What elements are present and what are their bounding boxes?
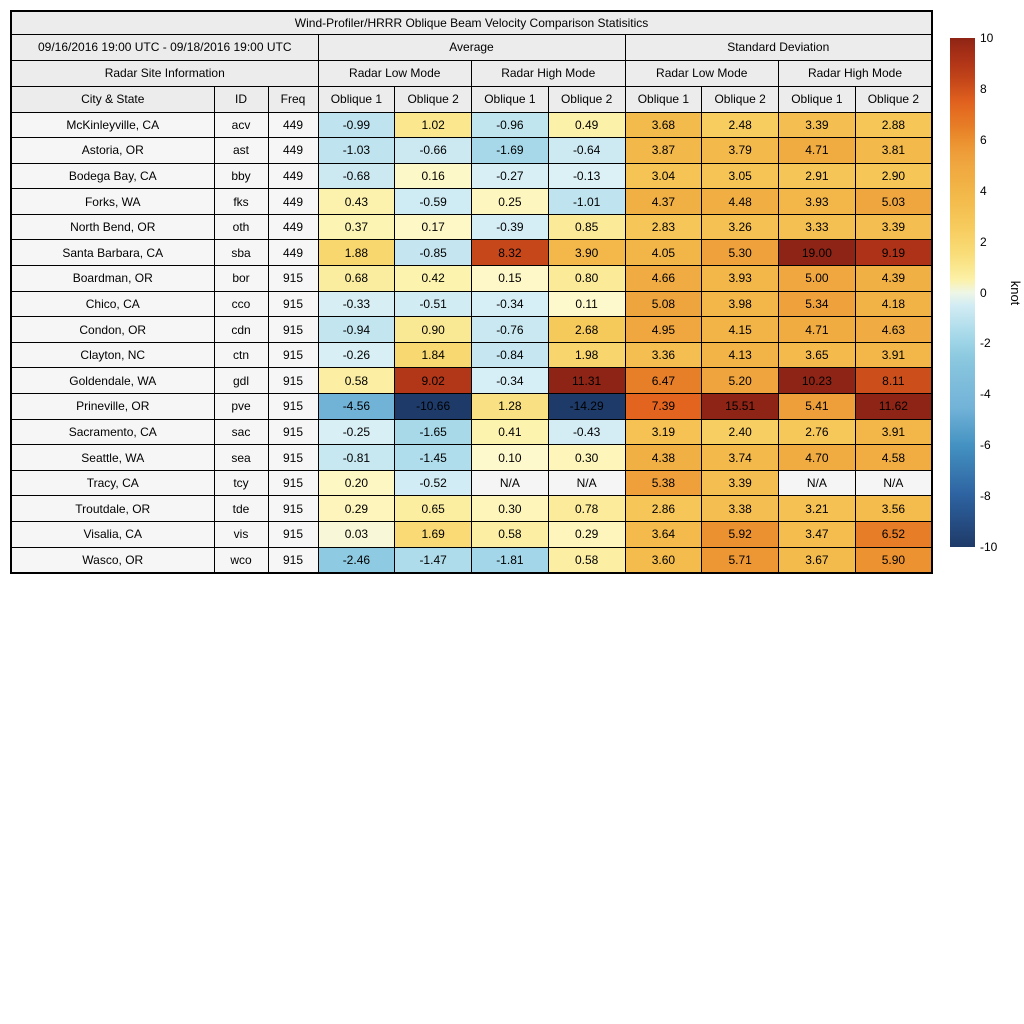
value-cell: 3.93 — [702, 266, 779, 292]
value-cell: 3.47 — [779, 522, 856, 548]
city-cell: Condon, OR — [11, 317, 214, 343]
id-cell: bor — [214, 266, 268, 292]
value-cell: -0.39 — [472, 214, 549, 240]
value-cell: 3.26 — [702, 214, 779, 240]
value-cell: 4.95 — [625, 317, 702, 343]
value-cell: 4.15 — [702, 317, 779, 343]
value-cell: 2.48 — [702, 112, 779, 138]
value-cell: 4.13 — [702, 342, 779, 368]
id-cell: ast — [214, 138, 268, 164]
freq-cell: 915 — [268, 470, 318, 496]
value-cell: 0.41 — [472, 419, 549, 445]
col-header-id: ID — [214, 86, 268, 112]
value-cell: -1.69 — [472, 138, 549, 164]
value-cell: 0.25 — [472, 189, 549, 215]
city-cell: Santa Barbara, CA — [11, 240, 214, 266]
value-cell: 3.36 — [625, 342, 702, 368]
city-cell: Wasco, OR — [11, 547, 214, 573]
id-cell: bby — [214, 163, 268, 189]
value-cell: N/A — [779, 470, 856, 496]
stddev-group-header: Standard Deviation — [625, 34, 932, 60]
value-cell: 4.71 — [779, 317, 856, 343]
value-cell: 0.16 — [395, 163, 472, 189]
city-cell: Tracy, CA — [11, 470, 214, 496]
id-cell: gdl — [214, 368, 268, 394]
value-cell: 3.93 — [779, 189, 856, 215]
colorbar-unit-label: knot — [1008, 280, 1023, 305]
value-cell: 0.17 — [395, 214, 472, 240]
value-cell: 0.80 — [548, 266, 625, 292]
mode-header-std-high: Radar High Mode — [779, 60, 933, 86]
city-cell: Troutdale, OR — [11, 496, 214, 522]
value-cell: 0.29 — [318, 496, 395, 522]
value-cell: -0.99 — [318, 112, 395, 138]
title-row — [11, 11, 932, 34]
colorbar-tick-label: -2 — [980, 336, 991, 351]
col-header-oblique: Oblique 2 — [855, 86, 932, 112]
value-cell: 2.91 — [779, 163, 856, 189]
table-row — [11, 368, 932, 394]
value-cell: 0.85 — [548, 214, 625, 240]
value-cell: 2.90 — [855, 163, 932, 189]
col-header-oblique: Oblique 2 — [395, 86, 472, 112]
value-cell: 15.51 — [702, 394, 779, 420]
value-cell: N/A — [855, 470, 932, 496]
value-cell: -1.47 — [395, 547, 472, 573]
value-cell: 0.11 — [548, 291, 625, 317]
value-cell: 0.49 — [548, 112, 625, 138]
value-cell: -1.03 — [318, 138, 395, 164]
value-cell: 5.03 — [855, 189, 932, 215]
table-title: Wind-Profiler/HRRR Oblique Beam Velocity Comparison Statisitics — [11, 11, 932, 34]
table-row — [11, 163, 932, 189]
value-cell: -0.64 — [548, 138, 625, 164]
value-cell: 5.71 — [702, 547, 779, 573]
value-cell: 2.86 — [625, 496, 702, 522]
value-cell: 11.31 — [548, 368, 625, 394]
table-row — [11, 189, 932, 215]
value-cell: 1.88 — [318, 240, 395, 266]
value-cell: 0.42 — [395, 266, 472, 292]
value-cell: -0.52 — [395, 470, 472, 496]
value-cell: 3.68 — [625, 112, 702, 138]
value-cell: 1.98 — [548, 342, 625, 368]
city-cell: Seattle, WA — [11, 445, 214, 471]
city-cell: Forks, WA — [11, 189, 214, 215]
col-header-oblique: Oblique 2 — [702, 86, 779, 112]
value-cell: 4.38 — [625, 445, 702, 471]
value-cell: N/A — [472, 470, 549, 496]
column-header-row — [11, 86, 932, 112]
date-range: 09/16/2016 19:00 UTC - 09/18/2016 19:00 UTC — [11, 34, 318, 60]
value-cell: 3.19 — [625, 419, 702, 445]
value-cell: -0.25 — [318, 419, 395, 445]
value-cell: 4.70 — [779, 445, 856, 471]
col-header-oblique: Oblique 1 — [625, 86, 702, 112]
value-cell: -4.56 — [318, 394, 395, 420]
freq-cell: 915 — [268, 266, 318, 292]
colorbar-tick-label: 10 — [980, 31, 994, 45]
value-cell: 11.62 — [855, 394, 932, 420]
value-cell: -1.81 — [472, 547, 549, 573]
table-row — [11, 496, 932, 522]
value-cell: 5.00 — [779, 266, 856, 292]
value-cell: -0.81 — [318, 445, 395, 471]
value-cell: 0.68 — [318, 266, 395, 292]
id-cell: cdn — [214, 317, 268, 343]
city-cell: Chico, CA — [11, 291, 214, 317]
value-cell: 3.64 — [625, 522, 702, 548]
value-cell: 6.52 — [855, 522, 932, 548]
city-cell: Boardman, OR — [11, 266, 214, 292]
table-row — [11, 291, 932, 317]
value-cell: 5.34 — [779, 291, 856, 317]
id-cell: tde — [214, 496, 268, 522]
id-cell: tcy — [214, 470, 268, 496]
id-cell: oth — [214, 214, 268, 240]
value-cell: 3.91 — [855, 419, 932, 445]
colorbar-tick-label: 0 — [980, 285, 987, 300]
value-cell: 5.41 — [779, 394, 856, 420]
value-cell: 0.58 — [472, 522, 549, 548]
value-cell: 5.90 — [855, 547, 932, 573]
value-cell: 2.88 — [855, 112, 932, 138]
value-cell: 3.91 — [855, 342, 932, 368]
freq-cell: 915 — [268, 445, 318, 471]
value-cell: N/A — [548, 470, 625, 496]
table-row — [11, 112, 932, 138]
value-cell: 1.28 — [472, 394, 549, 420]
table-row — [11, 317, 932, 343]
city-cell: Sacramento, CA — [11, 419, 214, 445]
table-row — [11, 419, 932, 445]
table-row — [11, 547, 932, 573]
table-row — [11, 394, 932, 420]
value-cell: -0.26 — [318, 342, 395, 368]
col-header-oblique: Oblique 1 — [318, 86, 395, 112]
id-cell: sba — [214, 240, 268, 266]
value-cell: 0.10 — [472, 445, 549, 471]
value-cell: -14.29 — [548, 394, 625, 420]
value-cell: 0.30 — [472, 496, 549, 522]
value-cell: 8.32 — [472, 240, 549, 266]
colorbar-tick-label: -10 — [980, 540, 998, 554]
table-row — [11, 138, 932, 164]
group-header-row — [11, 34, 932, 60]
id-cell: sea — [214, 445, 268, 471]
value-cell: 9.19 — [855, 240, 932, 266]
col-header-oblique: Oblique 1 — [472, 86, 549, 112]
mode-header-std-low: Radar Low Mode — [625, 60, 779, 86]
value-cell: -0.96 — [472, 112, 549, 138]
value-cell: 7.39 — [625, 394, 702, 420]
value-cell: -0.13 — [548, 163, 625, 189]
value-cell: 0.29 — [548, 522, 625, 548]
value-cell: 5.08 — [625, 291, 702, 317]
freq-cell: 915 — [268, 496, 318, 522]
value-cell: 0.30 — [548, 445, 625, 471]
value-cell: -1.45 — [395, 445, 472, 471]
value-cell: 4.48 — [702, 189, 779, 215]
id-cell: vis — [214, 522, 268, 548]
colorbar-gradient — [950, 38, 975, 547]
value-cell: 3.79 — [702, 138, 779, 164]
freq-cell: 915 — [268, 419, 318, 445]
average-group-header: Average — [318, 34, 625, 60]
value-cell: 3.39 — [702, 470, 779, 496]
table-row — [11, 522, 932, 548]
statistics-table — [10, 10, 933, 574]
value-cell: 2.83 — [625, 214, 702, 240]
colorbar-tick-label: -6 — [980, 438, 991, 453]
value-cell: 3.39 — [779, 112, 856, 138]
table-row — [11, 445, 932, 471]
value-cell: 5.92 — [702, 522, 779, 548]
value-cell: 10.23 — [779, 368, 856, 394]
id-cell: acv — [214, 112, 268, 138]
value-cell: 5.38 — [625, 470, 702, 496]
col-header-freq: Freq — [268, 86, 318, 112]
value-cell: 0.78 — [548, 496, 625, 522]
city-cell: Visalia, CA — [11, 522, 214, 548]
value-cell: 4.66 — [625, 266, 702, 292]
id-cell: wco — [214, 547, 268, 573]
value-cell: -2.46 — [318, 547, 395, 573]
value-cell: 2.76 — [779, 419, 856, 445]
table-row — [11, 342, 932, 368]
freq-cell: 915 — [268, 394, 318, 420]
id-cell: cco — [214, 291, 268, 317]
value-cell: 4.18 — [855, 291, 932, 317]
value-cell: 4.58 — [855, 445, 932, 471]
value-cell: 3.56 — [855, 496, 932, 522]
freq-cell: 915 — [268, 317, 318, 343]
mode-header-avg-high: Radar High Mode — [472, 60, 626, 86]
value-cell: 1.84 — [395, 342, 472, 368]
table-row — [11, 470, 932, 496]
value-cell: 5.20 — [702, 368, 779, 394]
table-row — [11, 240, 932, 266]
freq-cell: 449 — [268, 138, 318, 164]
value-cell: -0.59 — [395, 189, 472, 215]
value-cell: 3.60 — [625, 547, 702, 573]
value-cell: -0.76 — [472, 317, 549, 343]
col-header-oblique: Oblique 1 — [779, 86, 856, 112]
freq-cell: 915 — [268, 368, 318, 394]
freq-cell: 449 — [268, 112, 318, 138]
colorbar-tick-label: 8 — [980, 81, 987, 96]
mode-header-row — [11, 60, 932, 86]
colorbar-tick-label: -4 — [980, 387, 991, 402]
value-cell: 0.65 — [395, 496, 472, 522]
value-cell: -0.84 — [472, 342, 549, 368]
value-cell: 4.05 — [625, 240, 702, 266]
comparison-table — [10, 10, 933, 574]
city-cell: Astoria, OR — [11, 138, 214, 164]
col-header-oblique: Oblique 2 — [548, 86, 625, 112]
value-cell: 0.58 — [318, 368, 395, 394]
city-cell: Clayton, NC — [11, 342, 214, 368]
value-cell: 3.90 — [548, 240, 625, 266]
col-header-city: City & State — [11, 86, 214, 112]
value-cell: 3.65 — [779, 342, 856, 368]
freq-cell: 915 — [268, 291, 318, 317]
city-cell: North Bend, OR — [11, 214, 214, 240]
freq-cell: 449 — [268, 240, 318, 266]
value-cell: -0.34 — [472, 291, 549, 317]
value-cell: -1.65 — [395, 419, 472, 445]
value-cell: 3.38 — [702, 496, 779, 522]
colorbar-tick-label: 4 — [980, 183, 987, 198]
colorbar-tick-label: 6 — [980, 132, 987, 147]
value-cell: 3.98 — [702, 291, 779, 317]
value-cell: -10.66 — [395, 394, 472, 420]
value-cell: -0.51 — [395, 291, 472, 317]
mode-header-avg-low: Radar Low Mode — [318, 60, 472, 86]
value-cell: 2.40 — [702, 419, 779, 445]
freq-cell: 915 — [268, 522, 318, 548]
site-info-header: Radar Site Information — [11, 60, 318, 86]
value-cell: -1.01 — [548, 189, 625, 215]
value-cell: 0.58 — [548, 547, 625, 573]
value-cell: 3.04 — [625, 163, 702, 189]
value-cell: -0.43 — [548, 419, 625, 445]
value-cell: 4.71 — [779, 138, 856, 164]
freq-cell: 449 — [268, 189, 318, 215]
freq-cell: 915 — [268, 547, 318, 573]
value-cell: -0.27 — [472, 163, 549, 189]
value-cell: -0.94 — [318, 317, 395, 343]
freq-cell: 449 — [268, 163, 318, 189]
id-cell: ctn — [214, 342, 268, 368]
value-cell: 0.90 — [395, 317, 472, 343]
value-cell: 9.02 — [395, 368, 472, 394]
value-cell: 3.81 — [855, 138, 932, 164]
value-cell: -0.85 — [395, 240, 472, 266]
value-cell: 2.68 — [548, 317, 625, 343]
value-cell: 0.37 — [318, 214, 395, 240]
colorbar — [950, 31, 1024, 554]
id-cell: sac — [214, 419, 268, 445]
city-cell: Goldendale, WA — [11, 368, 214, 394]
value-cell: 3.33 — [779, 214, 856, 240]
value-cell: 19.00 — [779, 240, 856, 266]
value-cell: 5.30 — [702, 240, 779, 266]
value-cell: 0.15 — [472, 266, 549, 292]
colorbar-tick-label: 2 — [980, 234, 987, 249]
freq-cell: 449 — [268, 214, 318, 240]
value-cell: 0.03 — [318, 522, 395, 548]
value-cell: 4.39 — [855, 266, 932, 292]
value-cell: 4.37 — [625, 189, 702, 215]
city-cell: McKinleyville, CA — [11, 112, 214, 138]
city-cell: Bodega Bay, CA — [11, 163, 214, 189]
value-cell: 0.20 — [318, 470, 395, 496]
table-row — [11, 214, 932, 240]
id-cell: fks — [214, 189, 268, 215]
table-body — [11, 112, 932, 573]
value-cell: 1.69 — [395, 522, 472, 548]
value-cell: 3.67 — [779, 547, 856, 573]
value-cell: 6.47 — [625, 368, 702, 394]
id-cell: pve — [214, 394, 268, 420]
value-cell: 3.21 — [779, 496, 856, 522]
value-cell: 3.39 — [855, 214, 932, 240]
colorbar-tick-label: -8 — [980, 489, 991, 504]
value-cell: 8.11 — [855, 368, 932, 394]
value-cell: -0.34 — [472, 368, 549, 394]
value-cell: 3.05 — [702, 163, 779, 189]
value-cell: 1.02 — [395, 112, 472, 138]
value-cell: 0.43 — [318, 189, 395, 215]
value-cell: -0.66 — [395, 138, 472, 164]
value-cell: 3.87 — [625, 138, 702, 164]
city-cell: Prineville, OR — [11, 394, 214, 420]
value-cell: -0.68 — [318, 163, 395, 189]
value-cell: -0.33 — [318, 291, 395, 317]
freq-cell: 915 — [268, 342, 318, 368]
value-cell: 4.63 — [855, 317, 932, 343]
value-cell: 3.74 — [702, 445, 779, 471]
table-row — [11, 266, 932, 292]
